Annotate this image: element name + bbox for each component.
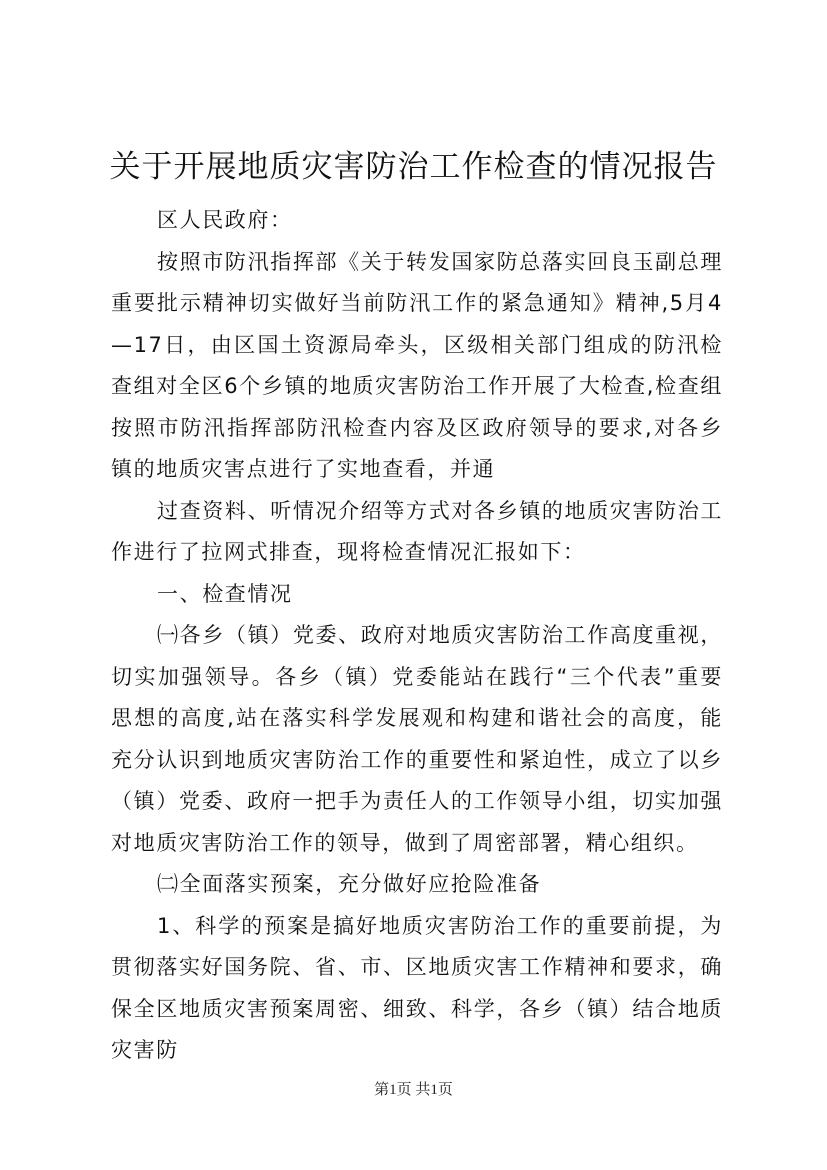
subheading-item-2: ㈡全面落实预案，充分做好应抢险准备	[157, 872, 542, 896]
document-title: 关于开展地质灾害防治工作检查的情况报告	[109, 149, 718, 185]
salutation: 区人民政府：	[157, 208, 293, 232]
section-heading-inspection: 一、检查情况	[157, 581, 293, 606]
paragraph-plan: 1、科学的预案是搞好地质灾害防治工作的重要前提，为贯彻落实好国务院、省、市、区地质灾害工作精神和要求，确保全区地质灾害预案周密、细致、科学，各乡（镇）结合地质灾害防	[111, 913, 723, 1062]
paragraph-item-1: ㈠各乡（镇）党委、政府对地质灾害防治工作高度重视，切实加强领导。各乡（镇）党委能站在践行“三个代表”重要思想的高度,站在落实科学发展观和构建和谐社会的高度，能充分认识到地质灾害防治工作的重要性和紧迫性，成立了以乡（镇）党委、政府一把手为责任人的工作领导小组，切实加强对地质灾害防治工作的领导，做到了周密部署，精心组织。	[111, 623, 723, 855]
document-body	[111, 200, 723, 1072]
paragraph-continuation: 过查资料、听情况介绍等方式对各乡镇的地质灾害防治工作进行了拉网式排查，现将检查情况汇报如下：	[111, 498, 723, 564]
page-footer: 第1页 共1页	[374, 1082, 453, 1098]
paragraph-intro: 按照市防汛指挥部《关于转发国家防总落实回良玉副总理重要批示精神切实做好当前防汛工作的紧急通知》精神,5月4—17日，由区国土资源局牵头，区级相关部门组成的防汛检查组对全区6个乡镇的地质灾害防治工作开展了大检查,检查组按照市防汛指挥部防汛检查内容及区政府领导的要求,对各乡镇的地质灾害点进行了实地查看，并通	[111, 249, 723, 481]
